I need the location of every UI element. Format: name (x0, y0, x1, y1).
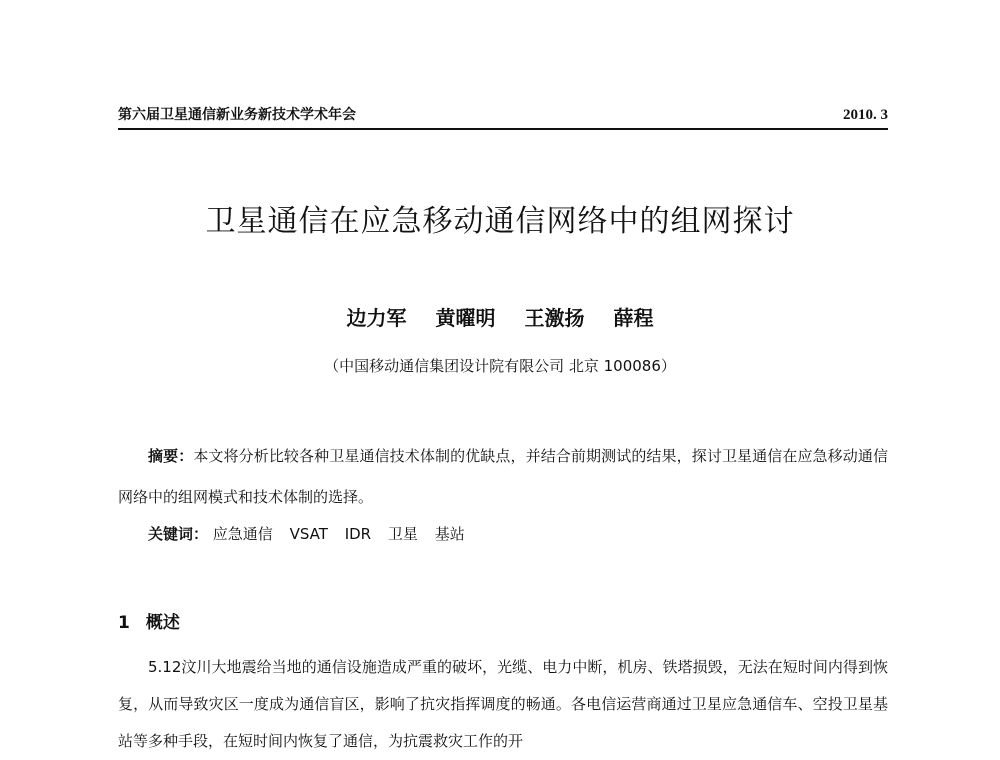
keyword: 应急通信 (212, 525, 273, 543)
body-paragraph: 5.12汶川大地震给当地的通信设施造成严重的破坏，光缆、电力中断，机房、铁塔损毁，无法在短时间内得到恢复，从而导致灾区一度成为通信盲区，影响了抗灾指挥调度的畅通。各电信运营商通过卫星应急通信车、空投卫星基站等多种手段，在短时间内恢复了通信，为抗震救灾工作的开 (118, 658, 888, 750)
abstract-label: 摘要： (148, 447, 194, 465)
author-name: 王激扬 (524, 306, 585, 330)
keywords-label: 关键词： (148, 525, 209, 543)
paper-title: 卫星通信在应急移动通信网络中的组网探讨 (205, 204, 795, 239)
running-header (118, 100, 888, 130)
author-name: 黄曜明 (435, 306, 496, 330)
keywords (148, 523, 888, 544)
keyword: IDR (344, 525, 372, 543)
publication-date: 2010. 3 (843, 107, 888, 123)
author-name: 边力军 (346, 306, 407, 330)
section-title: 概述 (145, 613, 180, 633)
abstract-text: 本文将分析比较各种卫星通信技术体制的优缺点，并结合前期测试的结果，探讨卫星通信在应急移动通信网络中的组网模式和技术体制的选择。 (118, 447, 888, 506)
author-name: 薛程 (613, 306, 654, 330)
section-heading (118, 608, 180, 633)
conference-name: 第六届卫星通信新业务新技术学术年会 (118, 107, 356, 123)
keyword: 基站 (434, 525, 465, 543)
abstract (118, 436, 888, 518)
keyword: VSAT (289, 525, 328, 543)
keyword: 卫星 (387, 525, 418, 543)
author-list (0, 302, 1000, 331)
section-number: 1 (118, 613, 130, 633)
author-affiliation: （中国移动通信集团设计院有限公司 北京 100086） (324, 357, 676, 375)
